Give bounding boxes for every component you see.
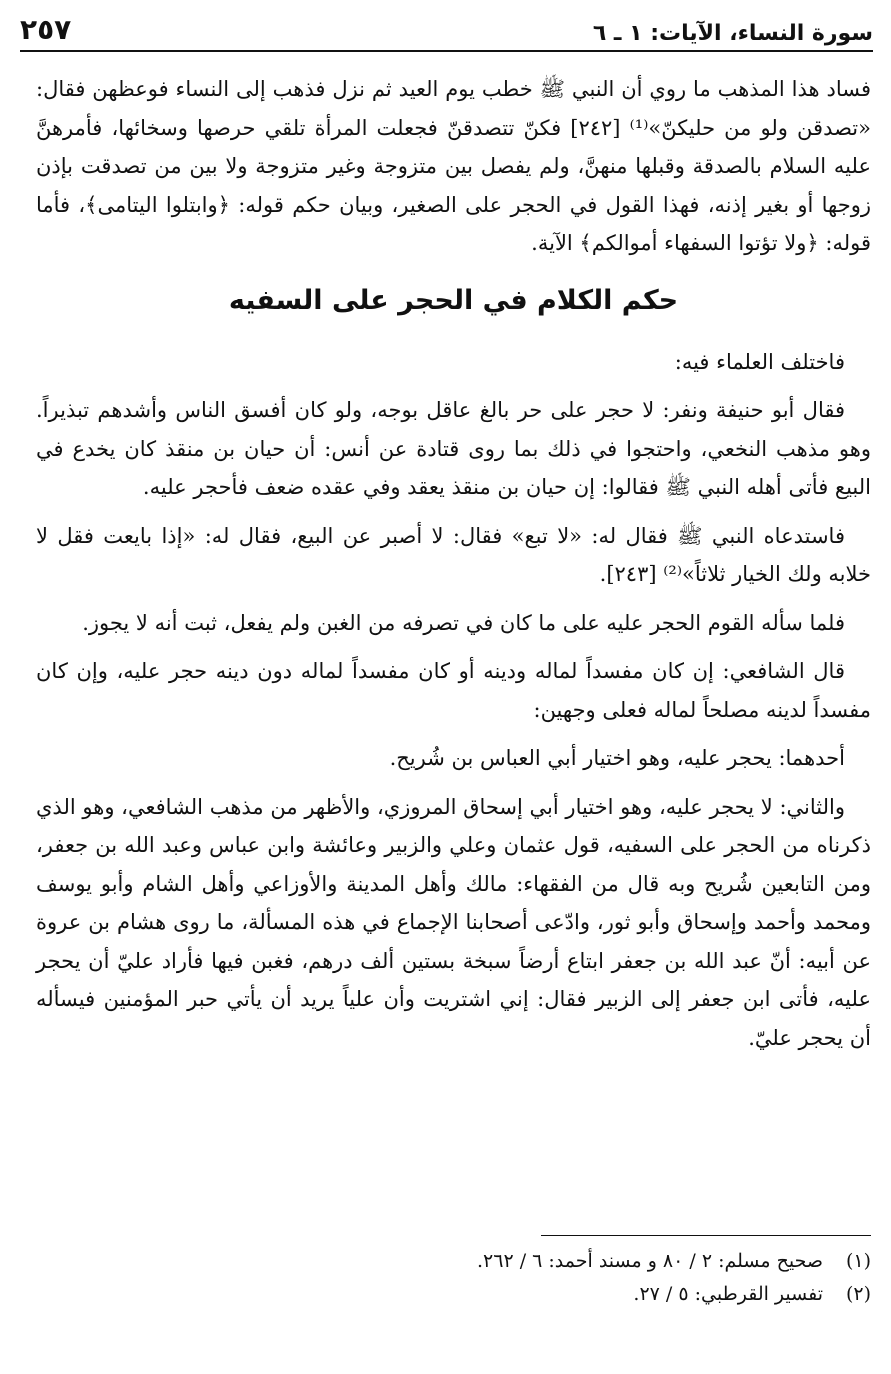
paragraph: قال الشافعي: إن كان مفسداً لماله ودينه أو كان مفسداً لماله دون دينه حجر عليه، وإن كان مفسداً لدينه مصلحاً لماله فعلى وجهين:	[36, 659, 871, 722]
footnote-divider	[541, 1235, 871, 1236]
paragraph: فقال أبو حنيفة ونفر: لا حجر على حر بالغ عاقل بوجه، ولو كان أفسق الناس وأشدهم تبذيراً. وهو مذهب النخعي، واحتجوا في ذلك بما روى قتادة عن أنس: أن حيان بن منقذ كان يخدع في البيع فأتى أهله النبي ﷺ فقالوا: إن حيان بن منقذ يعقد وفي عقده ضعف فأحجر عليه.	[36, 398, 871, 499]
paragraph-intro: فساد هذا المذهب ما روي أن النبي ﷺ خطب يوم العيد ثم نزل فذهب إلى النساء فوعظهن فقال: «تصدقن ولو من حليكنّ»⁽¹⁾ [٢٤٢] فكنّ تتصدقنّ فجعلت المرأة تلقي حرصها وسخائها، فأمرهنَّ عليه السلام بالصدقة وقبلها منهنَّ، ولم يفصل بين متزوجة وغير متزوجة ولا بين من تصدقت بإذن زوجها أو بغير إذنه، فهذا القول في الحجر على الصغير، وبيان حكم قوله: ﴿وابتلوا اليتامى﴾، فأما قوله: ﴿ولا تؤتوا السفهاء أموالكم﴾ الآية.	[36, 77, 871, 255]
running-header	[20, 10, 873, 52]
section-heading: حكم الكلام في الحجر على السفيه	[228, 284, 679, 316]
footnote-number: (١)	[845, 1250, 871, 1272]
footnote-text: صحيح مسلم: ٢ / ٨٠ و مسند أحمد: ٦ / ٢٦٢.	[476, 1250, 823, 1272]
footnote	[36, 1245, 871, 1278]
paragraph: فاستدعاه النبي ﷺ فقال له: «لا تبع» فقال: لا أصبر عن البيع، فقال له: «إذا بايعت فقل لا خلابه ولك الخيار ثلاثاً»⁽²⁾ [٢٤٣].	[36, 523, 871, 586]
paragraph: فلما سأله القوم الحجر عليه على ما كان في تصرفه من الغبن ولم يفعل، ثبت أنه لا يجوز.	[82, 610, 845, 635]
main-text	[36, 70, 871, 1067]
paragraph: أحدهما: يحجر عليه، وهو اختيار أبي العباس بن شُريح.	[389, 746, 845, 770]
running-title: سورة النساء، الآيات: ١ ـ ٦	[592, 21, 873, 46]
page-number: ٢٥٧	[20, 13, 72, 46]
footnotes	[36, 1245, 871, 1311]
footnote-number: (٢)	[845, 1283, 871, 1305]
paragraph: والثاني: لا يحجر عليه، وهو اختيار أبي إسحاق المروزي، والأظهر من مذهب الشافعي، وهو الذي ذكرناه من الحجر على السفيه، قول عثمان وعلي والزبير وعائشة وابن عباس وعبد الله بن جعفر، ومن التابعين شُريح وبه قال من الفقهاء: مالك وأهل المدينة والأوزاعي وأهل الشام وأبو يوسف ومحمد وأحمد وإسحاق وأبو ثور، وادّعى أصحابنا الإجماع في هذه المسألة، ما روى هشام بن عروة عن أبيه: أنّ عبد الله بن جعفر ابتاع أرضاً سبخة بستين ألف درهم، فغبن فيها فأراد عليّ أن يحجر عليه، فأتى ابن جعفر إلى الزبير فقال: إني اشتريت وأن علياً يريد أن يأتي حبر المؤمنين فيسأله أن يحجر عليّ.	[36, 794, 871, 1050]
footnote-text: تفسير القرطبي: ٥ / ٢٧.	[633, 1283, 823, 1305]
footnote	[36, 1278, 871, 1311]
paragraph: فاختلف العلماء فيه:	[674, 349, 845, 374]
